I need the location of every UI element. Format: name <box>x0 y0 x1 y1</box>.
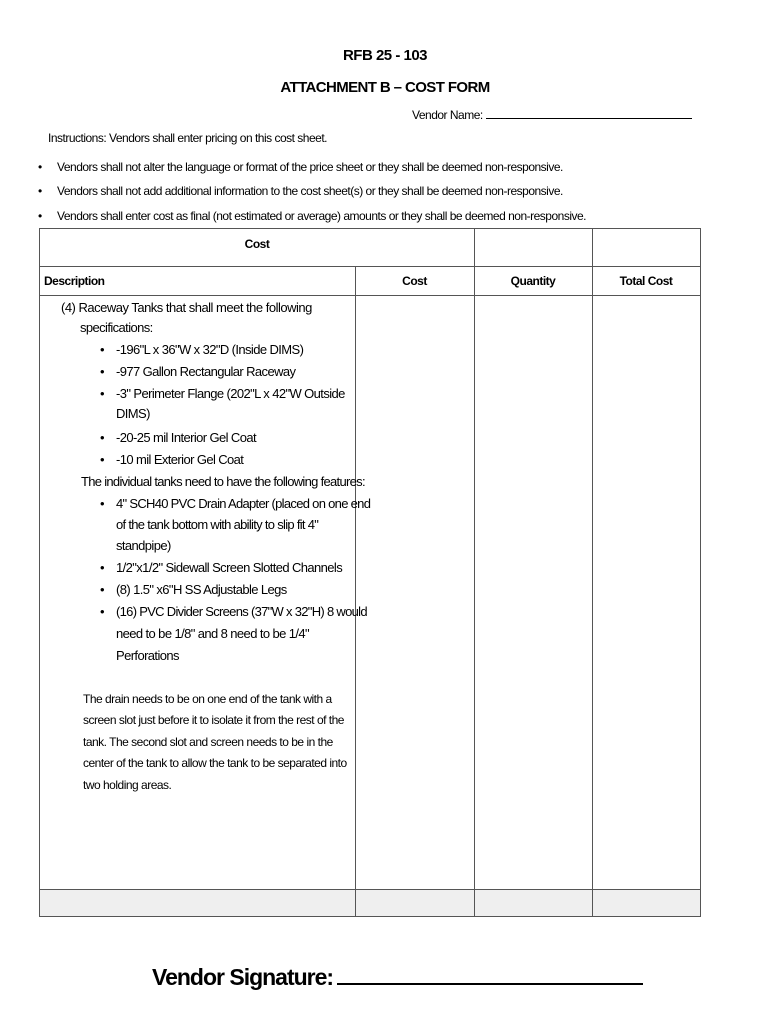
features-intro: The individual tanks need to have the following features: <box>81 474 365 489</box>
item-intro: (4) Raceway Tanks that shall meet the following <box>61 300 312 315</box>
bullet-icon: • <box>100 386 104 401</box>
column-header-total-cost: Total Cost <box>619 274 673 288</box>
attachment-title: ATTACHMENT B – COST FORM <box>280 79 490 96</box>
feature-item: (16) PVC Divider Screens (37"W x 32"H) 8 would <box>116 604 367 619</box>
note-line: two holding areas. <box>83 778 172 792</box>
vendor-name-line[interactable] <box>486 107 692 119</box>
bullet-icon: • <box>38 184 42 198</box>
spec-item: -977 Gallon Rectangular Raceway <box>116 364 296 379</box>
note-line: screen slot just before it to isolate it from the rest of the <box>83 713 344 727</box>
column-header-cost: Cost <box>402 274 427 288</box>
vendor-signature-line[interactable] <box>337 963 643 985</box>
instruction-bullet <box>38 209 586 223</box>
feature-item-cont: Perforations <box>116 648 179 663</box>
instruction-text: Vendors shall not alter the language or format of the price sheet or they shall be deemed non-responsive. <box>57 160 563 174</box>
feature-item-cont: need to be 1/8" and 8 need to be 1/4" <box>116 626 310 641</box>
vendor-name-field[interactable] <box>412 107 692 122</box>
bullet-icon: • <box>100 604 104 619</box>
bullet-icon: • <box>100 430 104 445</box>
bullet-icon: • <box>100 342 104 357</box>
spec-item: -10 mil Exterior Gel Coat <box>116 452 244 467</box>
bullet-icon: • <box>100 364 104 379</box>
bullet-icon: • <box>100 496 104 511</box>
bullet-icon: • <box>38 160 42 174</box>
table-divider <box>40 889 700 890</box>
vendor-name-label: Vendor Name: <box>412 108 483 122</box>
column-header-quantity: Quantity <box>510 274 556 288</box>
feature-item-cont: standpipe) <box>116 538 171 553</box>
section-header-cost: Cost <box>244 237 270 251</box>
feature-item: 1/2"x1/2" Sidewall Screen Slotted Channels <box>116 560 343 575</box>
note-line: The drain needs to be on one end of the tank with a <box>83 692 332 706</box>
bullet-icon: • <box>100 452 104 467</box>
instruction-bullet <box>38 184 563 198</box>
rfb-number: RFB 25 - 103 <box>342 47 428 64</box>
quantity-cell[interactable] <box>475 296 591 888</box>
table-divider <box>40 266 700 267</box>
spec-item: -196"L x 36"W x 32"D (Inside DIMS) <box>116 342 304 357</box>
feature-item: 4" SCH40 PVC Drain Adapter (placed on one end <box>116 496 371 511</box>
column-header-description: Description <box>44 274 105 288</box>
note-line: tank. The second slot and screen needs to be in the <box>83 735 333 749</box>
instruction-text: Vendors shall enter cost as final (not estimated or average) amounts or they shall be deemed non-responsive. <box>57 209 586 223</box>
bullet-icon: • <box>100 582 104 597</box>
vendor-signature-label: Vendor Signature: <box>152 964 334 990</box>
item-intro-cont: specifications: <box>80 320 153 335</box>
spec-item-cont: DIMS) <box>116 406 150 421</box>
feature-item: (8) 1.5" x6"H SS Adjustable Legs <box>116 582 287 597</box>
instruction-bullet <box>38 160 563 174</box>
bullet-icon: • <box>38 209 42 223</box>
spec-item: -20-25 mil Interior Gel Coat <box>116 430 256 445</box>
instruction-text: Vendors shall not add additional information to the cost sheet(s) or they shall be deemed non-responsive. <box>57 184 563 198</box>
note-line: center of the tank to allow the tank to be separated into <box>83 756 347 770</box>
cost-cell[interactable] <box>356 296 473 888</box>
spec-item: -3" Perimeter Flange (202"L x 42"W Outside <box>116 386 345 401</box>
vendor-signature-field[interactable] <box>152 963 643 991</box>
table-footer-row <box>40 890 700 916</box>
instructions-intro: Instructions: Vendors shall enter pricing on this cost sheet. <box>48 131 327 145</box>
total-cost-cell[interactable] <box>593 296 700 888</box>
bullet-icon: • <box>100 560 104 575</box>
feature-item-cont: of the tank bottom with ability to slip fit 4" <box>116 517 319 532</box>
